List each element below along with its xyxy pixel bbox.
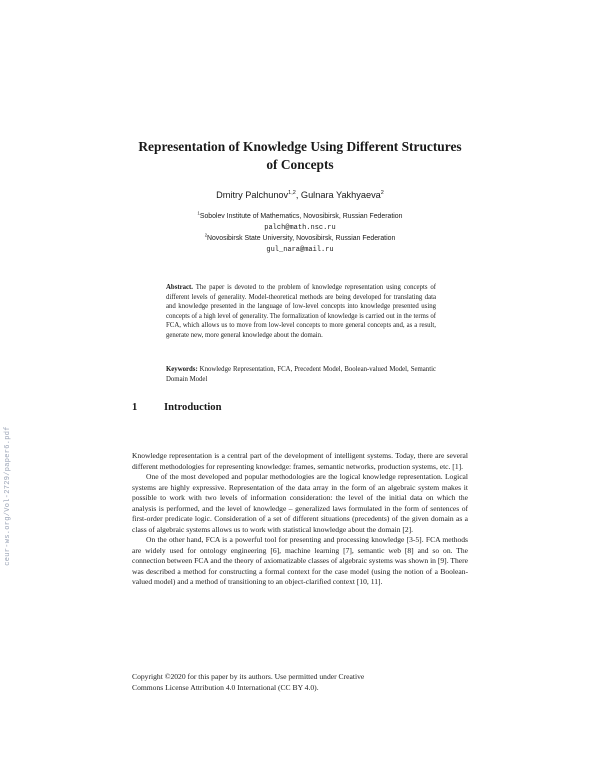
email-2: gul_nara@mail.ru xyxy=(266,246,334,254)
author-name: Gulnara Yakhyaeva xyxy=(300,190,381,200)
keywords-text: Knowledge Representation, FCA, Precedent Model, Boolean-valued Model, Semantic Domain Model xyxy=(166,366,436,383)
author-affiliation-mark: 1,2 xyxy=(288,189,296,196)
affiliation-1 xyxy=(120,210,480,220)
paragraph: On the other hand, FCA is a powerful tool for presenting and processing knowledge [3-5]. FCA methods are widely used for ontology engineering [6], machine learning [7], semantic web [8] and so on. The connection between FCA and the theory of axiomatizable classes of algebraic systems was shown in [9]. There was described a method for constructing a formal context for the case model (using the notion of a Boolean-valued model) and a method of transitioning to an object-clarified context [10, 11]. xyxy=(132,535,468,586)
paragraph: One of the most developed and popular methodologies are the logical knowledge representation. Logical systems are highly expressive. Representation of the data array in the form of an algebraic system makes it possible to work with two levels of information consideration: the level of the initial data on which the analysis is performed, and the level of knowledge – generalized laws formulated in the form of sentences of first-order predicate logic. Consideration of a set of different situations (precedents) of the given domain as a class of algebraic systems allows us to work with statistical knowledge about the domain [2]. xyxy=(132,472,468,534)
copyright-line-2: Commons License Attribution 4.0 International (CC BY 4.0). xyxy=(132,683,319,692)
section-number: 1 xyxy=(132,402,138,413)
abstract-label: Abstract. xyxy=(166,284,193,291)
title-line-2: of Concepts xyxy=(266,157,334,172)
copyright-line-1: Copyright ©2020 for this paper by its authors. Use permitted under Creative xyxy=(132,672,365,681)
email-1: palch@math.nsc.ru xyxy=(264,224,336,232)
section-heading xyxy=(132,402,222,413)
abstract xyxy=(166,283,436,341)
paper-title xyxy=(120,138,480,174)
author-separator: , xyxy=(295,190,301,200)
affiliation-mark: 1 xyxy=(197,210,200,216)
affiliation-text: Novosibirsk State University, Novosibirsk, Russian Federation xyxy=(207,235,396,242)
title-line-1: Representation of Knowledge Using Different Structures xyxy=(138,139,462,154)
author-name: Dmitry Palchunov xyxy=(216,190,289,200)
author-affiliation-mark: 2 xyxy=(380,189,384,196)
authors xyxy=(120,190,480,200)
sidebar-url: ceur-ws.org/Vol-2729/paper6.pdf xyxy=(4,426,12,566)
body-text xyxy=(132,451,468,588)
affiliation-mark: 2 xyxy=(204,232,207,238)
affiliation-text: Sobolev Institute of Mathematics, Novosibirsk, Russian Federation xyxy=(199,213,403,220)
abstract-text: The paper is devoted to the problem of knowledge representation using concepts of different levels of generality. Model-theoretical methods are being developed for translating data and knowledge presented in the language of low-level concepts into knowledge presented using concepts of a high level of generality. The formalization of knowledge is carried out in the terms of FCA, which allows us to move from low-level concepts to more general concepts and, as a result, generate new, more general knowledge about the domain. xyxy=(166,284,436,339)
paragraph: Knowledge representation is a central part of the development of intelligent systems. Today, there are several different methodologies for representing knowledge: frames, semantic networks, production systems, etc. [1]. xyxy=(132,451,468,471)
keywords-label: Keywords: xyxy=(166,366,198,373)
copyright-notice xyxy=(132,671,468,693)
keywords xyxy=(166,365,436,384)
section-title: Introduction xyxy=(164,402,222,413)
affiliation-2 xyxy=(120,232,480,242)
